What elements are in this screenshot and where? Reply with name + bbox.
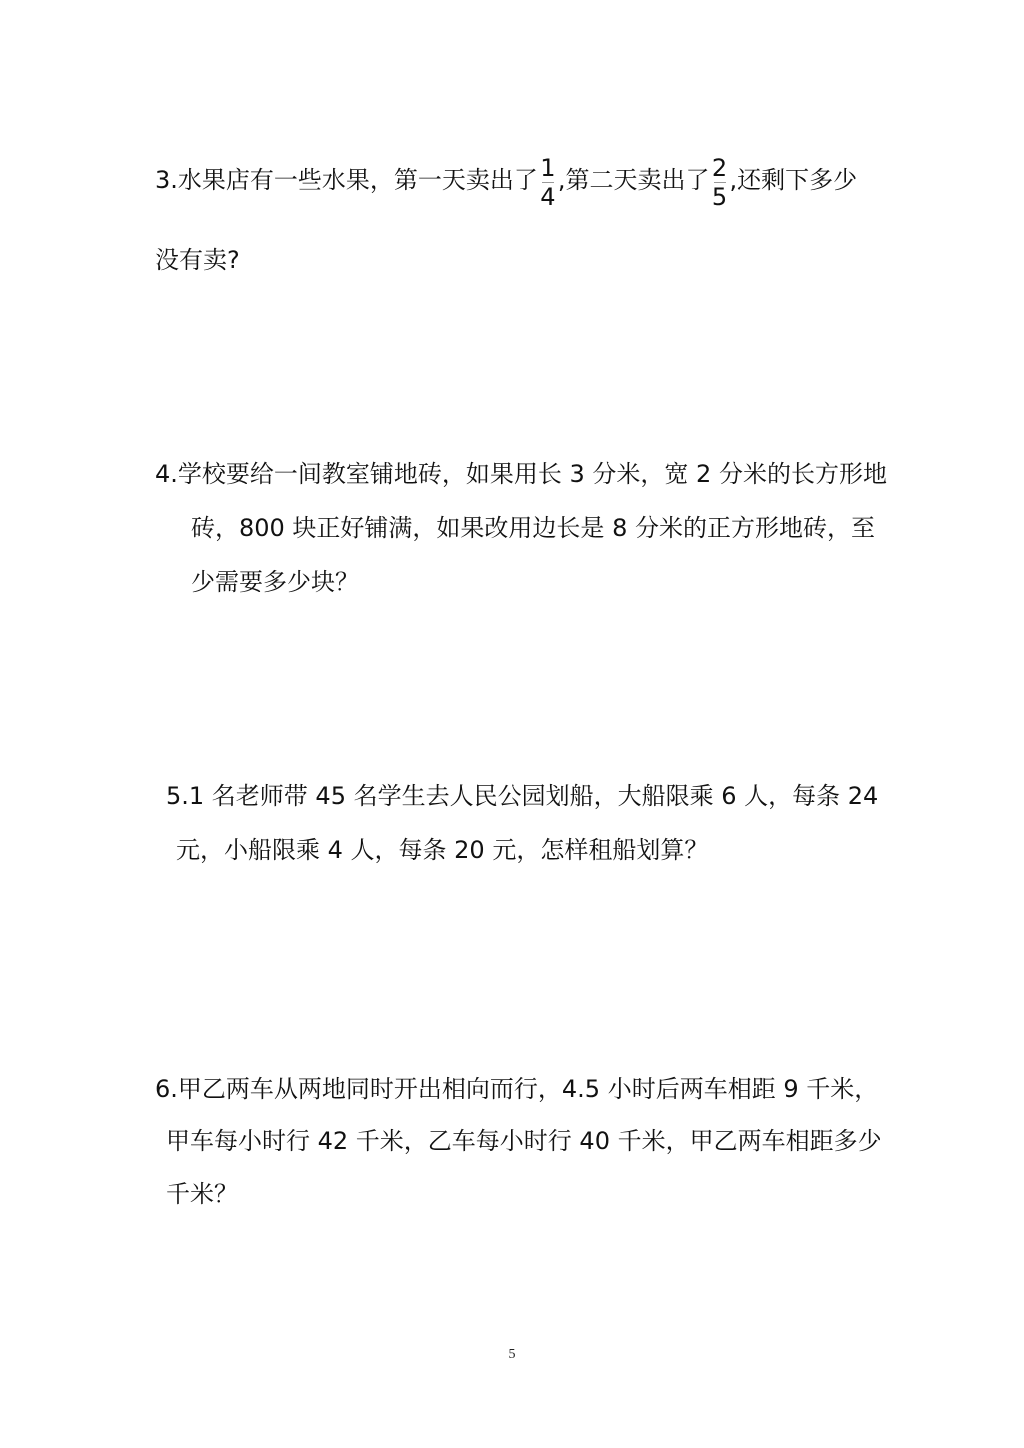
question-5-line-2: 元，小船限乘 4 人，每条 20 元，怎样租船划算？ bbox=[176, 836, 709, 864]
fraction-denominator: 4 bbox=[540, 182, 556, 211]
question-6-line-3: 千米？ bbox=[166, 1180, 238, 1208]
fraction-two-fifths bbox=[711, 155, 729, 210]
page-number: 5 bbox=[508, 1347, 516, 1362]
question-5-line-1: 5.1 名老师带 45 名学生去人民公园划船，大船限乘 6 人，每条 24 bbox=[166, 782, 879, 810]
question-4-line-3: 少需要多少块？ bbox=[191, 568, 359, 596]
question-4-line-2: 砖，800 块正好铺满，如果改用边长是 8 分米的正方形地砖，至 bbox=[191, 514, 875, 542]
question-3-text-part-3: ,还剩下多少 bbox=[729, 166, 858, 194]
question-3-line-2: 没有卖? bbox=[155, 246, 240, 274]
question-3-text-part-1: 3.水果店有一些水果，第一天卖出了 bbox=[155, 166, 538, 194]
question-6-line-1: 6.甲乙两车从两地同时开出相向而行，4.5 小时后两车相距 9 千米， bbox=[155, 1075, 879, 1103]
question-6-line-2: 甲车每小时行 42 千米，乙车每小时行 40 千米，甲乙两车相距多少 bbox=[166, 1127, 882, 1155]
fraction-one-quarter bbox=[539, 155, 557, 210]
question-3-text-part-2: ,第二天卖出了 bbox=[557, 166, 710, 194]
fraction-denominator: 5 bbox=[711, 182, 728, 211]
fraction-numerator: 2 bbox=[711, 153, 728, 182]
question-4-line-1: 4.学校要给一间教室铺地砖，如果用长 3 分米，宽 2 分米的长方形地 bbox=[155, 460, 887, 488]
fraction-numerator: 1 bbox=[540, 153, 556, 182]
question-3-line-1 bbox=[155, 148, 857, 212]
